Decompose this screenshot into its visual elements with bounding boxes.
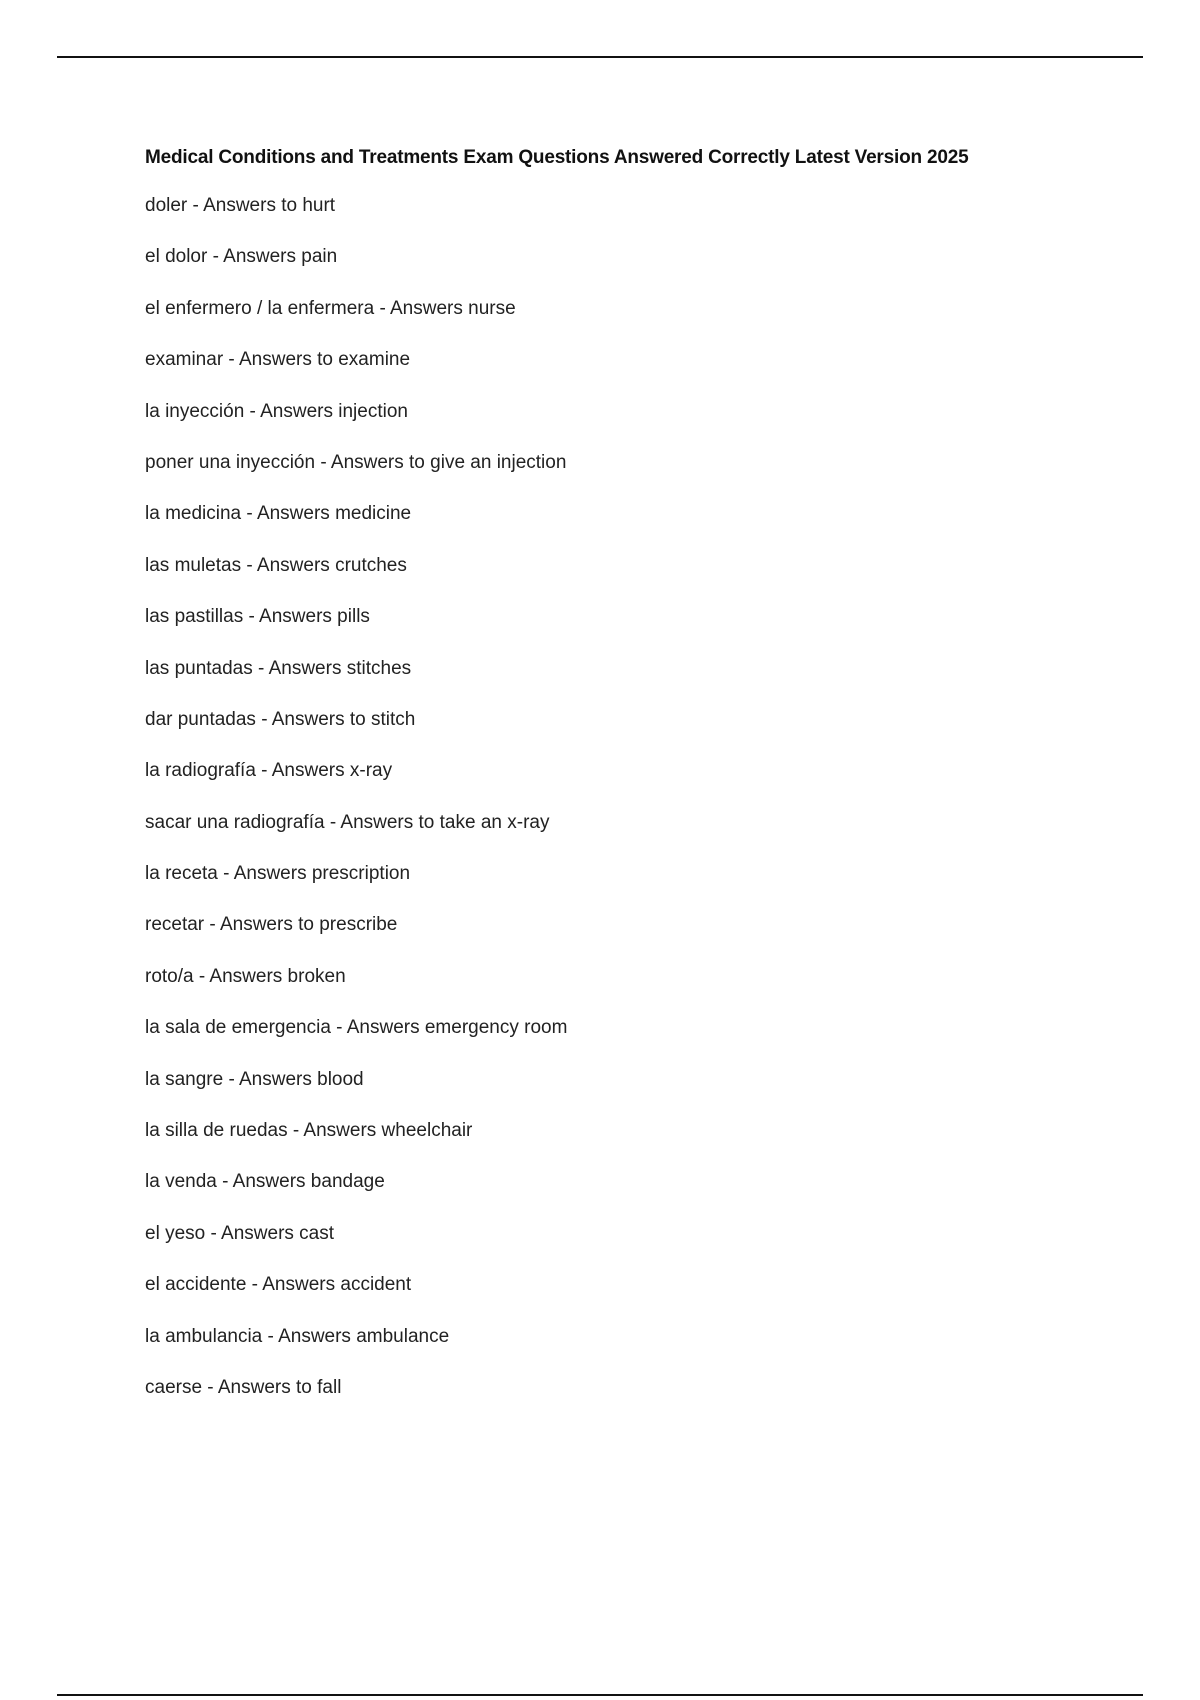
footer-rule (57, 1694, 1143, 1696)
vocabulary-entry: la sangre - Answers blood (145, 1068, 364, 1090)
document-body (145, 145, 1105, 1426)
header-rule (57, 56, 1143, 58)
vocabulary-entry: la sala de emergencia - Answers emergency room (145, 1017, 568, 1039)
vocabulary-entry: la receta - Answers prescription (145, 863, 411, 885)
vocabulary-entry: el enfermero / la enfermera - Answers nurse (145, 297, 516, 319)
vocabulary-entry: la venda - Answers bandage (145, 1171, 385, 1193)
vocabulary-entry: poner una inyección - Answers to give an injection (145, 451, 567, 473)
vocabulary-entry: dar puntadas - Answers to stitch (145, 708, 416, 730)
vocabulary-entry: las puntadas - Answers stitches (145, 657, 412, 679)
vocabulary-entry: la radiografía - Answers x-ray (145, 760, 393, 782)
vocabulary-entry: la ambulancia - Answers ambulance (145, 1325, 450, 1347)
vocabulary-entry: roto/a - Answers broken (145, 965, 346, 987)
vocabulary-entry: caerse - Answers to fall (145, 1376, 342, 1398)
vocabulary-entry: la silla de ruedas - Answers wheelchair (145, 1120, 473, 1142)
vocabulary-entry: doler - Answers to hurt (145, 195, 336, 216)
vocabulary-entry: la inyección - Answers injection (145, 400, 408, 422)
vocabulary-entry: sacar una radiografía - Answers to take an x-ray (145, 811, 550, 833)
vocabulary-entry: el accidente - Answers accident (145, 1274, 412, 1296)
vocabulary-entry: las pastillas - Answers pills (145, 606, 370, 628)
vocabulary-entry: el dolor - Answers pain (145, 246, 338, 268)
vocabulary-list (145, 193, 1105, 1401)
vocabulary-entry: el yeso - Answers cast (145, 1222, 335, 1244)
vocabulary-entry: las muletas - Answers crutches (145, 554, 407, 576)
vocabulary-entry: examinar - Answers to examine (145, 349, 411, 371)
vocabulary-entry: la medicina - Answers medicine (145, 503, 412, 525)
document-title: Medical Conditions and Treatments Exam Questions Answered Correctly Latest Version 2025 (145, 147, 969, 168)
vocabulary-entry: recetar - Answers to prescribe (145, 914, 398, 936)
